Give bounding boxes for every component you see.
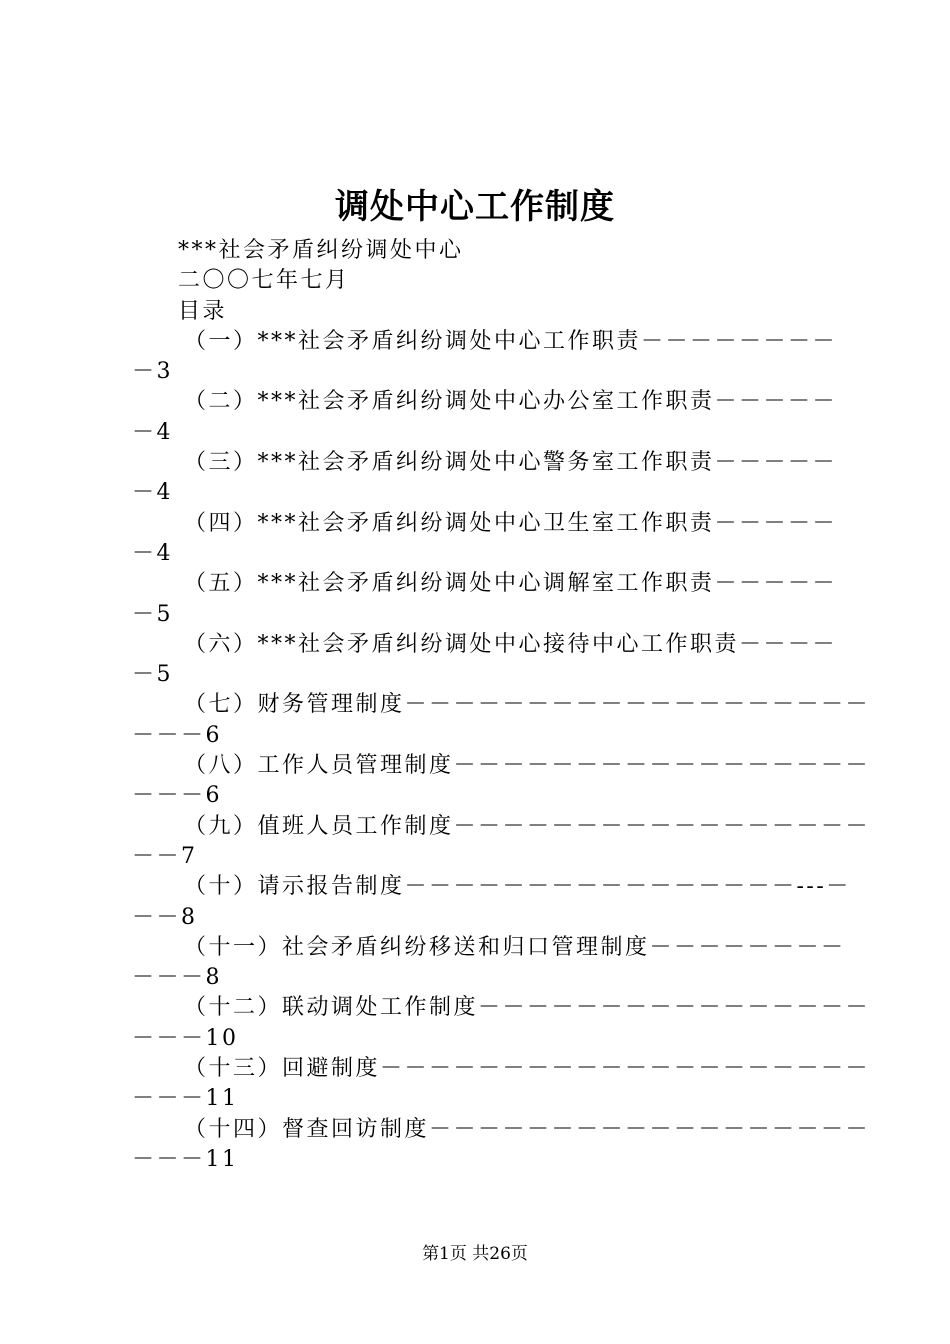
toc-entry-12: （十二）联动调处工作制度－－－－－－－－－－－－－－－－ <box>184 995 871 1021</box>
toc-entry-10: （十）请示报告制度－－－－－－－－－－－－－－－－---－ <box>184 874 851 900</box>
toc-entry-14: （十四）督查回访制度－－－－－－－－－－－－－－－－－－ <box>184 1116 871 1142</box>
toc-entry-9-page: －－7 <box>132 843 198 869</box>
page-footer: 第1页 共26页 <box>422 1244 528 1264</box>
toc-entry-3-page: －4 <box>132 480 173 506</box>
toc-entry-13-page: －－－11 <box>132 1086 239 1112</box>
toc-entry-5-page: －5 <box>132 601 173 627</box>
toc-entry-8: （八）工作人员管理制度－－－－－－－－－－－－－－－－－ <box>184 753 871 779</box>
toc-entry-11-page: －－－8 <box>132 965 222 991</box>
toc-heading: 目录 <box>178 298 228 324</box>
org-name: ***社会矛盾纠纷调处中心 <box>178 238 464 263</box>
toc-entry-7: （七）财务管理制度－－－－－－－－－－－－－－－－－－－ <box>184 692 871 718</box>
toc-entry-11: （十一）社会矛盾纠纷移送和归口管理制度－－－－－－－－ <box>184 934 846 960</box>
toc-entry-7-page: －－－6 <box>132 722 222 748</box>
toc-entry-6-page: －5 <box>132 662 173 688</box>
toc-entry-6: （六）***社会矛盾纠纷调处中心接待中心工作职责－－－－ <box>184 631 838 657</box>
toc-entry-14-page: －－－11 <box>132 1146 239 1172</box>
toc-entry-10-page: －－8 <box>132 904 198 930</box>
toc-entry-3: （三）***社会矛盾纠纷调处中心警务室工作职责－－－－－ <box>184 450 838 476</box>
toc-entry-9: （九）值班人员工作制度－－－－－－－－－－－－－－－－－ <box>184 813 871 839</box>
toc-list <box>132 327 871 1175</box>
toc-entry-1: （一）***社会矛盾纠纷调处中心工作职责－－－－－－－－ <box>184 328 838 354</box>
toc-entry-2: （二）***社会矛盾纠纷调处中心办公室工作职责－－－－－ <box>184 389 838 415</box>
toc-entry-13: （十三）回避制度－－－－－－－－－－－－－－－－－－－－ <box>184 1056 871 1082</box>
toc-entry-4-page: －4 <box>132 540 173 566</box>
toc-entry-5: （五）***社会矛盾纠纷调处中心调解室工作职责－－－－－ <box>184 571 838 597</box>
document-title: 调处中心工作制度 <box>335 187 615 227</box>
document-body <box>132 236 871 1175</box>
toc-entry-12-page: －－－10 <box>132 1025 239 1051</box>
toc-entry-8-page: －－－6 <box>132 783 222 809</box>
document-date: 二〇〇七年七月 <box>178 268 350 294</box>
toc-entry-1-page: －3 <box>132 359 173 385</box>
toc-entry-2-page: －4 <box>132 419 173 445</box>
toc-entry-4: （四）***社会矛盾纠纷调处中心卫生室工作职责－－－－－ <box>184 510 838 536</box>
